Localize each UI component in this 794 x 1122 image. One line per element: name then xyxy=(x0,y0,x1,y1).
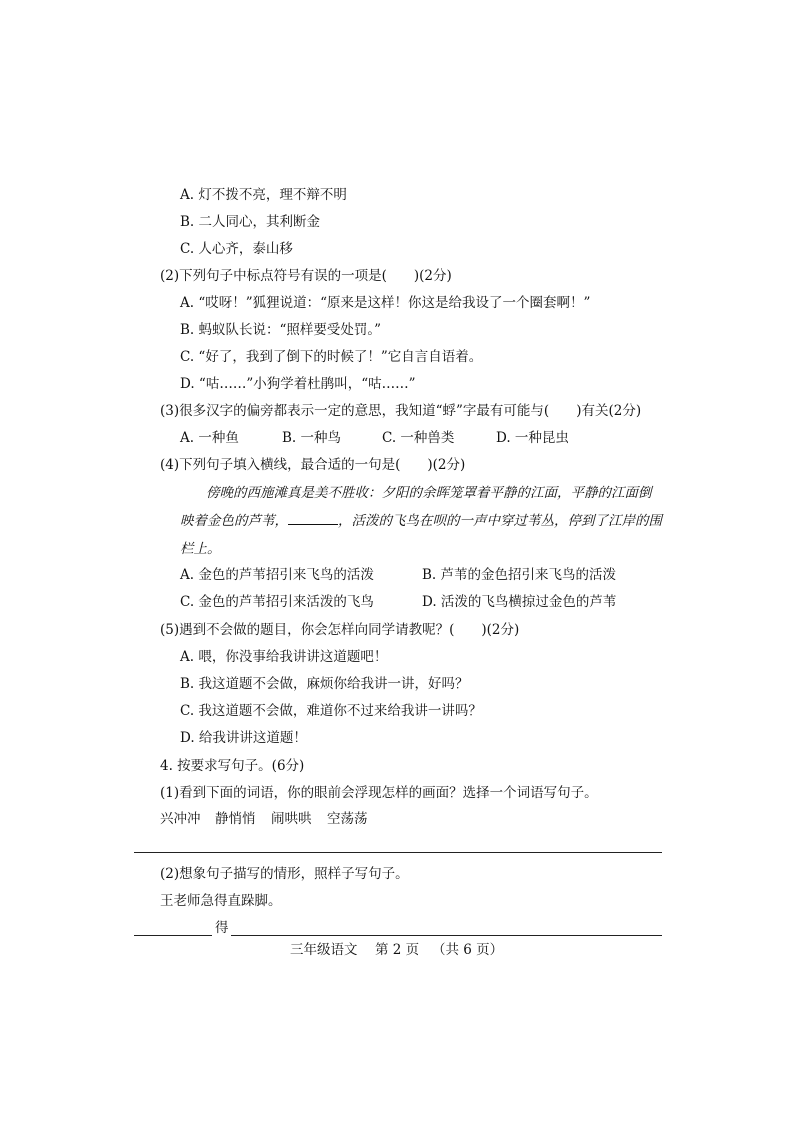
passage-line: 栏上。 xyxy=(180,541,221,557)
option-d: D. 一种昆虫 xyxy=(496,430,569,446)
footer-total-pages: （共 6 页） xyxy=(432,942,504,958)
passage-text: ，活泼的飞鸟在呗的一声中穿过苇丛，停到了江岸的围 xyxy=(338,513,662,529)
question-3-stem: (3)很多汉字的偏旁都表示一定的意思，我知道“蜉”字最有可能与( )有关(2分) xyxy=(160,403,642,419)
example-sentence: 王老师急得直跺脚。 xyxy=(160,893,282,909)
option-a: A. 灯不拨不亮，理不辩不明 xyxy=(180,187,347,203)
option-b: B. 蚂蚁队长说：“照样要受处罚。” xyxy=(180,322,382,338)
option-c: C. “好了，我到了倒下的时候了！”它自言自语着。 xyxy=(180,349,483,365)
option-a: A. 喂，你没事给我讲讲这道题吧！ xyxy=(180,649,388,665)
passage-line xyxy=(180,512,662,530)
option-c: C. 金色的芦苇招引来活泼的飞鸟 xyxy=(180,594,374,610)
question-5-stem: (5)遇到不会做的题目，你会怎样向同学请教呢？( )(2分) xyxy=(160,622,520,638)
fill-blank[interactable] xyxy=(288,512,338,525)
passage-line: 傍晚的西施滩真是美不胜收：夕阳的余晖笼罩着平静的江面，平静的江面倒 xyxy=(206,485,652,501)
word-choice: 闹哄哄 xyxy=(271,811,312,827)
passage-text: 映着金色的芦苇， xyxy=(180,513,288,529)
option-c: C. 我这道题不会做，难道你不过来给我讲一讲吗？ xyxy=(180,703,482,719)
option-b: B. 我这道题不会做，麻烦你给我讲一讲，好吗？ xyxy=(180,676,469,692)
option-d: D. 活泼的飞鸟横掠过金色的芦苇 xyxy=(422,594,617,610)
answer-line[interactable] xyxy=(134,852,662,853)
option-a: A. “哎呀！”狐狸说道：“原来是这样！你这是给我设了一个圈套啊！” xyxy=(180,295,591,311)
option-c: C. 人心齐，泰山移 xyxy=(180,241,293,257)
question-4-stem: (4)下列句子填入横线，最合适的一句是( )(2分) xyxy=(160,457,466,473)
answer-line[interactable] xyxy=(134,935,212,936)
option-b: B. 芦苇的金色招引来飞鸟的活泼 xyxy=(422,567,617,583)
footer-page-number: 第 2 页 xyxy=(375,942,420,958)
option-a: A. 金色的芦苇招引来飞鸟的活泼 xyxy=(180,567,374,583)
fill-character: 得 xyxy=(215,920,229,936)
section-4-sub1-stem: (1)看到下面的词语，你的眼前会浮现怎样的画面？选择一个词语写句子。 xyxy=(160,785,598,801)
section-4-heading: 4. 按要求写句子。(6分) xyxy=(160,758,305,774)
word-choice: 空荡荡 xyxy=(327,811,368,827)
option-b: B. 二人同心，其利断金 xyxy=(180,214,321,230)
option-c: C. 一种兽类 xyxy=(382,430,455,446)
section-4-sub2-stem: (2)想象句子描写的情形，照样子写句子。 xyxy=(160,866,409,882)
option-a: A. 一种鱼 xyxy=(180,430,239,446)
option-d: D. 给我讲讲这道题！ xyxy=(180,730,307,746)
word-choice: 兴冲冲 xyxy=(160,811,201,827)
question-2-stem: (2)下列句子中标点符号有误的一项是( )(2分) xyxy=(160,268,452,284)
option-b: B. 一种鸟 xyxy=(282,430,342,446)
option-d: D. “咕……”小狗学着杜鹃叫，“咕……” xyxy=(180,376,416,392)
word-choice: 静悄悄 xyxy=(215,811,256,827)
footer-subject: 三年级语文 xyxy=(290,942,358,958)
answer-line[interactable] xyxy=(231,935,662,936)
